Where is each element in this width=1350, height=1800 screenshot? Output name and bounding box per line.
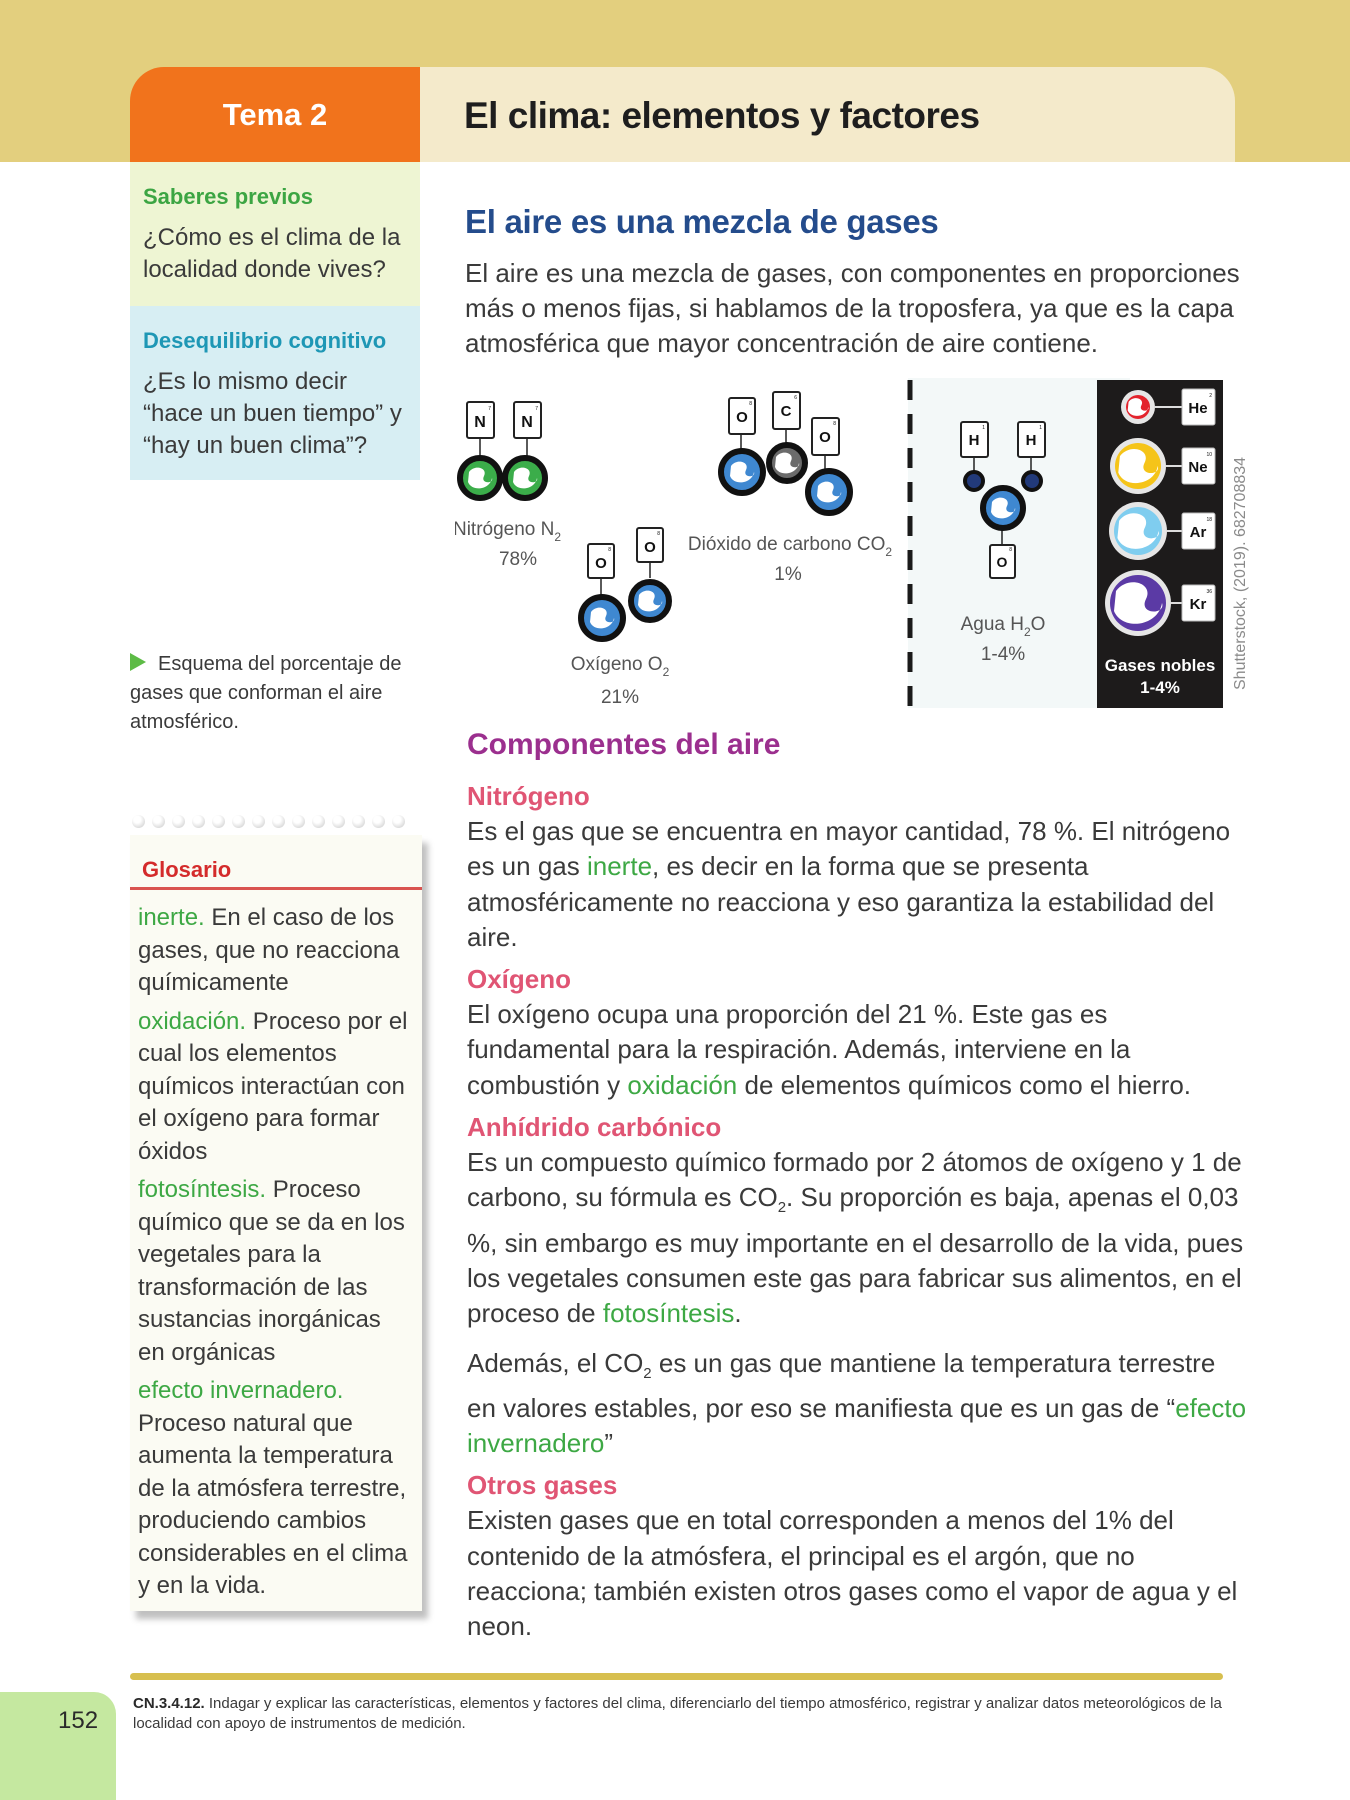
topic-label: Tema 2	[222, 97, 328, 132]
standard-text: Indagar y explicar las características, elementos y factores del clima, diferenciarlo del tiempo atmosférico, registrar y analizar datos meteorológicos de la localidad con apoyo de instrumentos de medición.	[133, 1695, 1222, 1732]
term-oxidacion: oxidación	[627, 1069, 738, 1100]
svg-text:O: O	[644, 539, 656, 556]
svg-text:N: N	[521, 414, 533, 431]
svg-text:8: 8	[833, 421, 836, 427]
svg-text:7: 7	[535, 406, 538, 412]
element-card-n	[467, 402, 494, 438]
nitrogen-label: Nitrógeno $N_2$	[455, 519, 562, 544]
otros-gases-heading: Otros gases	[467, 1470, 618, 1501]
figure-caption	[130, 650, 430, 737]
glossary-item	[138, 1174, 414, 1369]
saberes-previos-heading: Saberes previos	[143, 184, 313, 209]
anhidrido-heading: Anhídrido carbónico	[467, 1112, 722, 1143]
title-tab	[420, 67, 1235, 162]
noble-gases-label: Gases nobles	[1104, 656, 1216, 675]
caption-triangle-icon	[130, 653, 146, 671]
svg-text:8: 8	[657, 531, 660, 537]
co2-molecule	[721, 392, 850, 513]
spiral-ring	[272, 815, 285, 828]
co2-percent: 1%	[774, 564, 802, 585]
section-heading: El aire es una mezcla de gases	[465, 203, 939, 240]
glossary	[130, 815, 422, 1611]
svg-text:1: 1	[982, 425, 985, 431]
glossary-term: inerte.	[138, 904, 205, 931]
svg-text:C: C	[780, 403, 792, 420]
page-title: El clima: elementos y factores	[464, 95, 980, 136]
term-fotosintesis: fotosíntesis	[602, 1298, 735, 1329]
term-efecto-invernadero: efecto invernadero	[467, 1392, 1247, 1459]
oxigeno-paragraph: El oxígeno ocupa una proporción del 21 %. Este gas es fundamental para la respiración. Además, interviene en la combustión y oxidación de elementos químicos como el hierro.	[467, 999, 1192, 1100]
spiral-ring	[292, 815, 305, 828]
glossary-definition: En el caso de los gases, que no reacciona químicamente	[138, 904, 400, 996]
spiral-ring	[192, 815, 205, 828]
diagram-svg	[455, 378, 1245, 708]
glossary-item	[138, 1375, 414, 1603]
spiral-ring	[372, 815, 385, 828]
term-inerte: inerte	[586, 851, 653, 882]
spiral-binding	[130, 815, 422, 835]
glossary-term: efecto invernadero.	[138, 1377, 344, 1404]
svg-text:6: 6	[794, 395, 797, 401]
element-symbol: He	[1188, 400, 1208, 417]
otros-gases-paragraph: Existen gases que en total corresponden a menos del 1% del contenido de la atmósfera, el principal es el argón, que no reacciona; también existen otros gases como el vapor de agua y el neon.	[467, 1505, 1238, 1642]
glossary-card	[130, 835, 422, 1611]
glossary-item	[138, 1006, 414, 1169]
gas-composition-diagram	[455, 378, 1245, 708]
element-card-o	[588, 544, 614, 578]
element-symbol: Ne	[1188, 459, 1208, 476]
spiral-ring	[332, 815, 345, 828]
components-content	[467, 778, 1247, 1651]
desequilibrio-heading: Desequilibrio cognitivo	[143, 328, 387, 353]
page-number: 152	[58, 1707, 99, 1734]
atomic-number: 10	[1206, 452, 1212, 458]
curriculum-standard	[133, 1694, 1233, 1734]
spiral-ring	[392, 815, 405, 828]
svg-text:H: H	[1025, 432, 1037, 449]
intro-paragraph: El aire es una mezcla de gases, con componentes en proporciones más o menos fijas, si hablamos de la troposfera, ya que es la capa atmosférica que mayor concentración de aire contiene.	[465, 258, 1240, 358]
element-card-c	[773, 392, 800, 429]
atom-h	[965, 472, 983, 490]
element-card-o	[637, 528, 663, 562]
glossary-term: oxidación.	[138, 1007, 247, 1035]
svg-text:O: O	[819, 429, 831, 446]
element-symbol: Kr	[1189, 596, 1207, 613]
water-label: Agua $H_2O$	[960, 614, 1046, 639]
spiral-ring	[172, 815, 185, 828]
ademas-paragraph: Además, el $CO_2$ es un gas que mantiene la temperatura terrestre en valores estables, por eso se manifiesta que es un gas de “efecto invernadero”	[467, 1347, 1247, 1459]
nitrogeno-paragraph: Es el gas que se encuentra en mayor cantidad, 78 %. El nitrógeno es un gas inerte, es decir en la forma que se presenta atmosféricamente no reacciona y eso garantiza la estabilidad del aire.	[467, 816, 1231, 952]
nitrogen-percent: 78%	[498, 549, 538, 570]
svg-text:7: 7	[488, 406, 491, 412]
water-percent: 1-4%	[980, 644, 1026, 665]
element-card-o	[812, 418, 839, 455]
components-heading: Componentes del aire	[467, 728, 781, 761]
element-symbol: Ar	[1189, 524, 1207, 541]
oxygen-percent: 21%	[600, 687, 640, 708]
oxygen-label: Oxígeno $O_2$	[570, 654, 670, 679]
saberes-previos-text: ¿Cómo es el clima de la localidad donde vives?	[143, 224, 401, 283]
spiral-ring	[232, 815, 245, 828]
element-card-h	[961, 422, 988, 457]
spiral-ring	[352, 815, 365, 828]
atomic-number: 18	[1206, 517, 1212, 523]
caption-text: Esquema del porcentaje de gases que conforman el aire atmosférico.	[130, 653, 402, 733]
spiral-ring	[152, 815, 165, 828]
glossary-term: fotosíntesis.	[138, 1176, 267, 1203]
svg-text:O: O	[736, 409, 748, 426]
element-card-o	[990, 545, 1015, 578]
atomic-number: 36	[1206, 589, 1212, 595]
nitrogen-molecule	[460, 402, 545, 498]
svg-text:O: O	[595, 555, 607, 572]
spiral-ring	[212, 815, 225, 828]
svg-text:8: 8	[608, 547, 611, 553]
glossary-definition: Proceso natural que aumenta la temperatura de la atmósfera terrestre, produciendo cambios considerables en el clima y en la vida.	[138, 1409, 408, 1599]
saberes-previos-box	[130, 162, 420, 306]
glossary-heading: Glosario	[130, 857, 422, 890]
atomic-number: 2	[1209, 393, 1212, 399]
co2-label: Dióxido de carbono $CO_2$	[687, 534, 893, 559]
oxygen-molecule	[581, 528, 669, 639]
nitrogeno-heading: Nitrógeno	[467, 781, 590, 811]
atom-h	[1023, 472, 1041, 490]
svg-text:H: H	[968, 432, 980, 449]
anhidrido-paragraph: Es un compuesto químico formado por 2 átomos de oxígeno y 1 de carbono, su fórmula es $CO_2$. Su proporción es baja, apenas el 0,03 %, sin embargo es muy importante en el desarrollo de la vida, pues los vegetales consumen este gas para fabricar sus alimentos, en el proceso de fotosíntesis.	[467, 1147, 1244, 1329]
desequilibrio-text: ¿Es lo mismo decir “hace un buen tiempo” y “hay un buen clima”?	[143, 368, 402, 459]
element-card-n	[514, 402, 541, 438]
desequilibrio-box	[130, 306, 420, 480]
glossary-definition: Proceso químico que se da en los vegetales para la transformación de las sustancias inorgánicas en orgánicas	[138, 1176, 405, 1366]
element-card-h	[1018, 422, 1045, 457]
spiral-ring	[252, 815, 265, 828]
svg-text:O: O	[996, 554, 1008, 570]
svg-text:8: 8	[1009, 547, 1012, 553]
glossary-item	[138, 902, 414, 1000]
noble-gases-percent: 1-4%	[1140, 678, 1180, 697]
svg-text:N: N	[474, 414, 486, 431]
svg-text:8: 8	[749, 401, 752, 407]
standard-code: CN.3.4.12.	[133, 1695, 205, 1712]
spiral-ring	[132, 815, 145, 828]
svg-text:1: 1	[1039, 425, 1042, 431]
spiral-ring	[312, 815, 325, 828]
footer-divider	[130, 1673, 1223, 1680]
element-card-o	[729, 398, 755, 434]
oxigeno-heading: Oxígeno	[467, 964, 572, 995]
glossary-definition: Proceso por el cual los elementos químicos interactúan con el oxígeno para formar óxidos	[138, 1007, 408, 1165]
topic-tab	[130, 67, 420, 162]
image-credit: Shutterstock, (2019). 682708834	[1232, 456, 1249, 690]
